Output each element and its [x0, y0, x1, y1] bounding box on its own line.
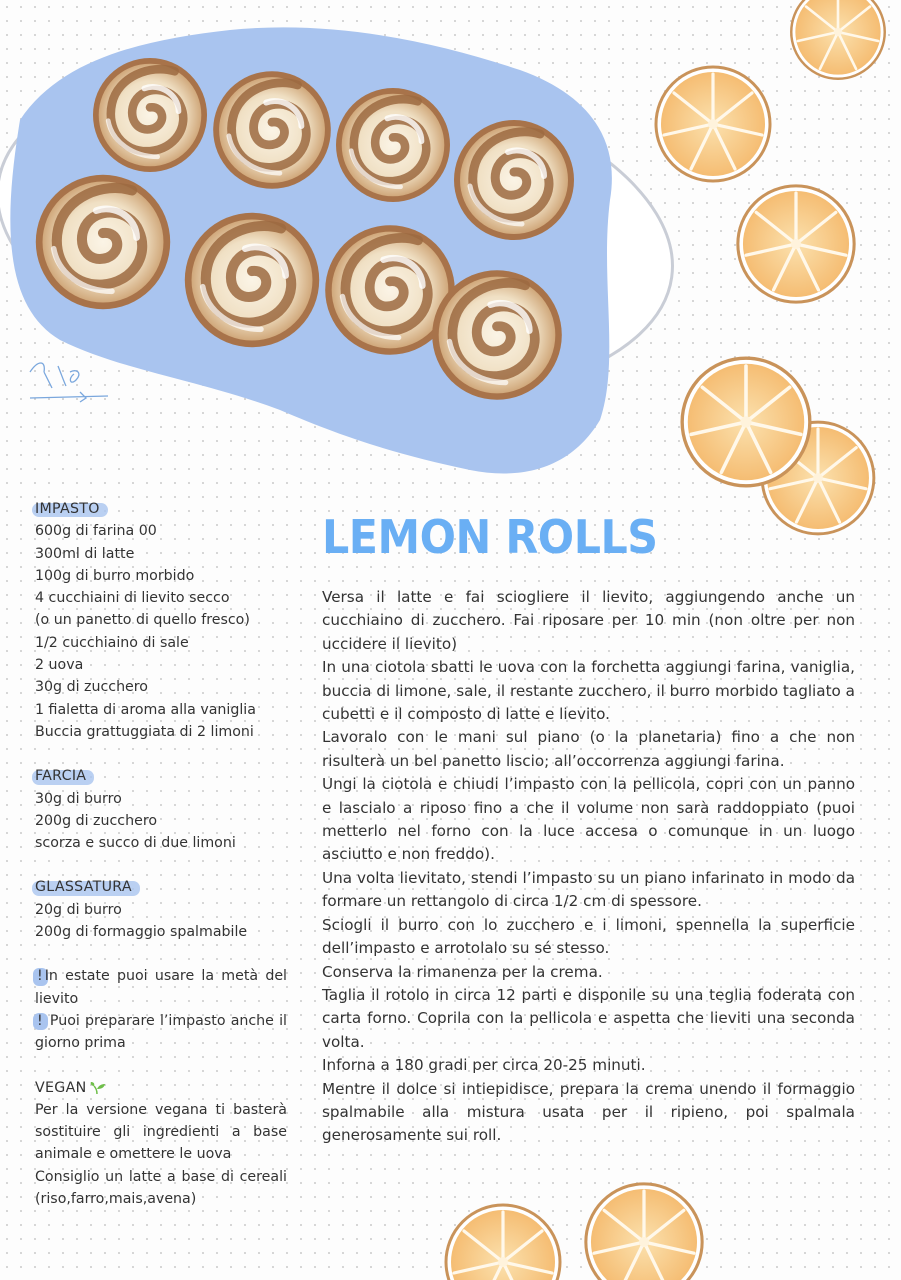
- ingredient-item: 600g di farina 00: [35, 523, 157, 540]
- instruction-step: Taglia il rotolo in circa 12 parti e disponile su una teglia foderata con carta forno. Coprila con la pellicola e aspetta che lieviti una seconda volta.: [322, 985, 855, 1051]
- exclamation-mark: !: [35, 965, 45, 987]
- signature: [30, 363, 108, 402]
- vegan-heading: VEGAN: [35, 1079, 87, 1096]
- farcia-section: [35, 765, 287, 854]
- ingredient-item: 4 cucchiaini di lievito secco: [35, 590, 230, 607]
- instruction-step: Inforna a 180 gradi per circa 20-25 minuti.: [322, 1056, 646, 1075]
- ingredient-item: 30g di zucchero: [35, 679, 148, 696]
- ingredient-item: (o un panetto di quello fresco): [35, 612, 250, 629]
- farcia-heading: FARCIA: [34, 765, 92, 787]
- ingredient-item: 1/2 cucchiaino di sale: [35, 634, 189, 651]
- ingredient-item: 100g di burro morbido: [35, 567, 195, 584]
- ingredient-item: 30g di burro: [35, 790, 122, 807]
- exclamation-mark: !: [35, 1010, 45, 1032]
- instruction-step: Versa il latte e fai sciogliere il lievito, aggiungendo anche un cucchiaino di zucchero. Fai riposare per 10 min (non oltre per non uccidere il lievito): [322, 588, 855, 653]
- recipe-title: LEMON ROLLS: [322, 510, 658, 564]
- ingredient-item: 300ml di latte: [35, 545, 135, 562]
- impasto-heading: IMPASTO: [34, 498, 106, 520]
- instruction-step: Mentre il dolce si intiepidisce, prepara la crema unendo il formaggio spalmabile alla mistura usata per il ripieno, poi spalmala generosamente sui roll.: [322, 1079, 855, 1145]
- instructions-column: [322, 586, 855, 1148]
- ingredient-item: Buccia grattuggiata di 2 limoni: [35, 723, 254, 740]
- tip-note: ! In estate puoi usare la metà del lievito: [35, 965, 287, 1010]
- instruction-step: Lavoralo con le mani sul piano (o la planetaria) fino a che non risulterà un bel panetto liscio; all’occorrenza aggiungi farina.: [322, 728, 855, 770]
- tips-section: [35, 965, 287, 1054]
- instruction-step: Ungi la ciotola e chiudi l’impasto con la pellicola, copri con un panno e lascialo a riposo fino a che il volume non sarà raddoppiato (puoi metterlo nel forno con la luce accesa o comunque in un luogo asciutto e non freddo).: [322, 775, 855, 864]
- glassatura-section: [35, 876, 287, 943]
- impasto-section: [35, 498, 287, 743]
- instruction-step: Una volta lievitato, stendi l’impasto su un piano infarinato in modo da formare un rettangolo di circa 1/2 cm di spessore.: [322, 868, 855, 911]
- instruction-step: Conserva la rimanenza per la crema.: [322, 962, 603, 981]
- ingredient-item: scorza e succo di due limoni: [35, 835, 236, 852]
- ingredients-column: [35, 498, 287, 1232]
- tip-note: ! Puoi preparare l’impasto anche il giorno prima: [35, 1010, 287, 1055]
- ingredient-item: 200g di formaggio spalmabile: [35, 924, 248, 941]
- ingredient-item: 1 fialetta di aroma alla vaniglia: [35, 701, 256, 718]
- ingredient-item: 2 uova: [35, 657, 84, 674]
- vegan-text: Consiglio un latte a base di cereali (riso,farro,mais,avena): [35, 1168, 287, 1208]
- sprout-icon: [90, 1081, 106, 1095]
- ingredient-item: 20g di burro: [35, 901, 122, 918]
- vegan-section: [35, 1077, 287, 1211]
- vegan-text: Per la versione vegana ti basterà sostituire gli ingredienti a base animale e omettere le uova: [35, 1101, 287, 1163]
- glassatura-heading: GLASSATURA: [34, 876, 138, 898]
- ingredient-item: 200g di zucchero: [35, 812, 158, 829]
- instruction-step: Sciogli il burro con lo zucchero e i limoni, spennella la superficie dell’impasto e arrotolalo su sé stesso.: [322, 915, 855, 958]
- instruction-step: In una ciotola sbatti le uova con la forchetta aggiungi farina, vaniglia, buccia di limone, sale, il restante zucchero, il burro morbido tagliato a cubetti e il composto di latte e lievito.: [322, 658, 855, 724]
